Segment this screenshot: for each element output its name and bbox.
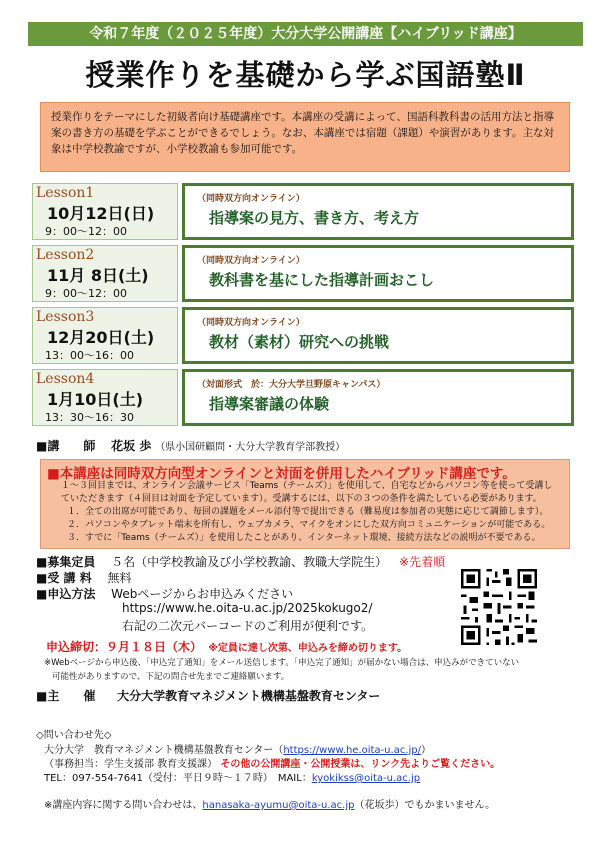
fee-value: 無料 (107, 571, 132, 585)
lesson-mode: （同時双方向オンライン） (197, 318, 305, 328)
lesson-label: Lesson4 (36, 371, 95, 387)
qr-code[interactable] (458, 566, 540, 648)
contact-org-link[interactable]: https://www.he.oita-u.ac.jp/ (283, 745, 421, 756)
instructor-name: 花坂 歩 (111, 439, 152, 453)
hybrid-condition-1: １．全ての出席が可能であり、毎回の課題をメール添付等で提出できる（難易度は参加者の実態に応じて調節します）。 (67, 507, 549, 517)
capacity-value: ５名（中学校教諭及び小学校教諭、教職大学院生） (111, 555, 388, 569)
contact-org: 大分大学 教育マネジメント機構基盤教育センター（ (44, 745, 284, 756)
lesson-3-topic-box (182, 307, 574, 364)
deadline-text: 申込締切：９月１８日（木） (46, 640, 203, 654)
deadline-note: ※定員に達し次第、申込みを締め切ります。 (208, 643, 408, 654)
lesson-time: 9：00〜12：00 (45, 225, 127, 238)
instructor-label: ■講 師 (36, 439, 96, 453)
lesson-label: Lesson1 (36, 185, 95, 201)
contact-office: （事務担当：学生支援部 教育支援課） (44, 759, 218, 770)
lesson-2-topic-box (182, 245, 574, 302)
organizer-value: 大分大学教育マネジメント機構基盤教育センター (117, 689, 381, 703)
lesson-time: 13：30〜16：30 (45, 411, 134, 424)
fee-row (36, 569, 132, 586)
apply-url[interactable]: https://www.he.oita-u.ac.jp/2025kokugo2/ (122, 601, 373, 615)
contact-footer-tail: （花坂歩）でもかまいません。 (354, 800, 496, 811)
lesson-2-date-box (32, 245, 178, 302)
organizer-row (36, 687, 380, 704)
contact-footer-row (44, 796, 495, 811)
lesson-1-topic-box (182, 183, 574, 240)
lesson-4-topic-box (182, 369, 574, 426)
contact-heading: ◇問い合わせ先◇ (36, 730, 112, 741)
lesson-time: 9：00〜12：00 (45, 287, 127, 300)
lesson-date: 11月 8日(土) (47, 266, 149, 285)
hybrid-notice-box (40, 459, 570, 549)
lesson-date: 12月20日(土) (47, 328, 155, 347)
hybrid-line-1: １〜３回目までは、オンライン会議サービス「Teams（チームズ）」を使用して、自宅などからパソコン等を使って受講し (61, 481, 553, 491)
capacity-note: ※先着順 (399, 555, 446, 569)
lesson-3-date-box (32, 307, 178, 364)
lesson-topic: 指導案の見方、書き方、考え方 (209, 209, 420, 227)
fee-label: ■受 講 料 (36, 571, 92, 585)
lesson-1-date-box (32, 183, 178, 240)
capacity-label: ■募集定員 (36, 555, 96, 569)
organizer-label: ■主 催 (36, 689, 96, 703)
apply-row (36, 585, 293, 602)
lesson-time: 13：00〜16：00 (45, 349, 134, 362)
contact-phone: TEL：097-554-7641（受付：平日９時〜１７時） MAIL： (44, 773, 312, 784)
instructor-row (36, 437, 345, 454)
hybrid-title: ■本講座は同時双方向型オンラインと対面を併用したハイブリッド講座です。 (47, 466, 516, 482)
hybrid-line-2: ていただきます（４回目は対面を予定しています）。受講するには、以下の３つの条件を満たしている必要があります。 (61, 494, 542, 504)
apply-label: ■申込方法 (36, 587, 96, 601)
contact-mail-link[interactable]: kyokikss@oita-u.ac.jp (311, 773, 421, 784)
lesson-mode: （同時双方向オンライン） (197, 194, 305, 204)
apply-line-1: Webページからお申込みください (111, 587, 294, 601)
contact-org-row (44, 741, 431, 756)
lesson-topic: 教科書を基にした指導計画おこし (209, 271, 435, 289)
contact-footer-mail-link[interactable]: hanasaka-ayumu@oita-u.ac.jp (202, 800, 355, 811)
contact-office-row (44, 755, 500, 770)
lesson-mode: （同時双方向オンライン） (197, 256, 305, 266)
contact-office-note[interactable]: その他の公開講座・公開授業は、リンク先よりご覧ください。 (220, 759, 501, 770)
deadline-row (46, 638, 407, 655)
lesson-date: 1月10日(土) (47, 390, 144, 409)
page-title: 授業作りを基礎から学ぶ国語塾Ⅱ (85, 58, 526, 92)
instructor-affiliation: （県小国研顧問・大分大学教育学部教授） (155, 442, 346, 453)
lesson-topic: 教材（素材）研究への挑戦 (209, 333, 390, 351)
lesson-date: 10月12日(日) (47, 204, 155, 223)
capacity-row (36, 553, 445, 570)
header-bar: 令和７年度（２０２５年度）大分大学公開講座【ハイブリッド講座】 (28, 22, 583, 46)
contact-phone-row (44, 769, 420, 784)
intro-box (40, 102, 570, 172)
contact-footer: ※講座内容に関する問い合わせは、 (44, 800, 203, 811)
lesson-label: Lesson2 (36, 247, 95, 263)
apply-line-3: 右記の二次元バーコードのご利用が便利です。 (122, 619, 374, 633)
intro-text: 授業作りをテーマにした初級者向け基礎講座です。本講座の受講によって、国語科教科書の活用方法と指導案の書き方の基礎を学ぶことができるでしょう。なお、本講座では宿題（課題）や演習があります。主な対象は中学校教諭ですが、小学校教諭も参加可能です。 (51, 111, 555, 155)
contact-org-close: ） (421, 745, 431, 756)
web-note-1: ※Webページから申込後、「申込完了通知」をメール送信します。「申込完了通知」が届かない場合は、申込みができていない (44, 658, 520, 668)
hybrid-condition-3: ３．すでに「Teams（チームズ）」を使用したことがあり、インターネット環境、接続方法などの説明が不要である。 (67, 533, 541, 543)
hybrid-condition-2: ２．パソコンやタブレット端末を所有し、ウェブカメラ、マイクをオンにした双方向コミュニケーションが可能である。 (67, 520, 551, 530)
lesson-label: Lesson3 (36, 309, 95, 325)
lesson-4-date-box (32, 369, 178, 426)
lesson-topic: 指導案審議の体験 (209, 395, 330, 413)
web-note-2: 可能性がありますので、下記の問合せ先までご連絡願います。 (52, 672, 290, 682)
lesson-mode: （対面形式 於：大分大学旦野原キャンパス） (197, 380, 386, 390)
